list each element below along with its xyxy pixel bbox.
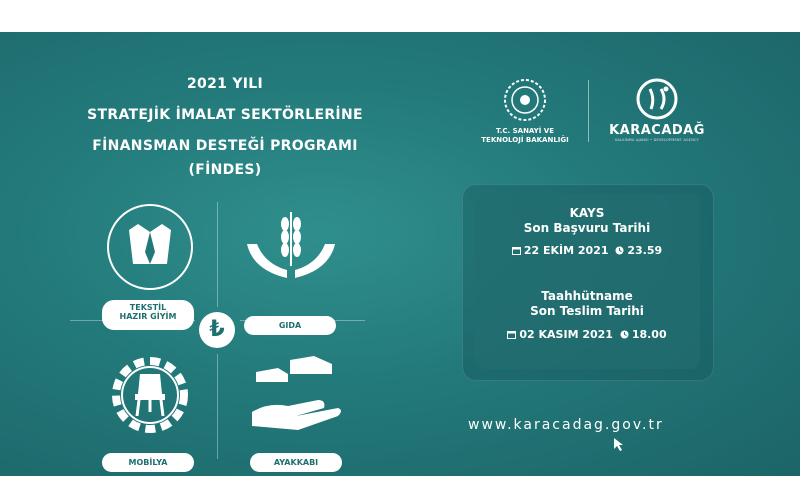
kays-datetime — [462, 244, 712, 257]
jacket-icon — [105, 202, 195, 292]
logo-divider — [588, 80, 589, 142]
lira-icon: ₺ — [199, 312, 235, 348]
shoes-hand-icon — [248, 352, 348, 432]
chair-gear-icon — [105, 350, 195, 440]
label-ayakkabi: AYAKKABI — [250, 453, 342, 472]
calendar-icon — [507, 330, 516, 339]
label-tekstil — [102, 300, 194, 330]
kays-title: KAYS — [569, 206, 605, 220]
wheat-hands-icon — [243, 204, 343, 284]
title-year: 2021 YILI — [186, 76, 263, 92]
taahhutname-title: Taahhütname — [541, 289, 633, 303]
kays-date: 22 EKİM 2021 — [523, 244, 609, 257]
label-gida: GIDA — [244, 316, 336, 335]
agency-subtitle: KALKINMA AJANSI • DEVELOPMENT AGENCY — [615, 138, 699, 142]
grid-line-bottom — [217, 354, 218, 459]
ministry-logo — [465, 77, 585, 145]
kays-subtitle: Son Başvuru Tarihi — [523, 221, 651, 235]
clock-icon — [615, 246, 624, 255]
website-link[interactable]: www.karacadag.gov.tr — [468, 417, 664, 433]
label-tekstil-text: TEKSTİL HAZIR GİYİM — [119, 303, 177, 321]
ministry-name-2: TEKNOLOJİ BAKANLIĞI — [481, 136, 569, 144]
clock-icon — [620, 330, 629, 339]
title-line3: FİNANSMAN DESTEĞİ PROGRAMI — [92, 138, 358, 154]
kays-time: 23.59 — [627, 244, 663, 257]
ministry-name-1: T.C. SANAYİ VE — [496, 127, 554, 135]
karacadag-emblem-icon — [631, 77, 683, 121]
taahhutname-subtitle: Son Teslim Tarihi — [530, 304, 644, 318]
grid-line-top — [217, 202, 218, 307]
cursor-icon — [612, 437, 628, 453]
label-mobilya: MOBİLYA — [102, 453, 194, 472]
karacadag-logo — [592, 77, 722, 142]
ministry-emblem-icon — [495, 77, 555, 123]
taahhutname-time: 18.00 — [631, 328, 667, 341]
taahhutname-date: 02 KASIM 2021 — [519, 328, 613, 341]
findes-poster — [0, 32, 800, 476]
agency-name: KARACADAĞ — [609, 123, 705, 138]
title-findes: (FİNDES) — [188, 162, 262, 178]
title-line2: STRATEJİK İMALAT SEKTÖRLERİNE — [87, 107, 363, 123]
taahhutname-datetime — [462, 328, 712, 341]
calendar-icon — [512, 246, 521, 255]
